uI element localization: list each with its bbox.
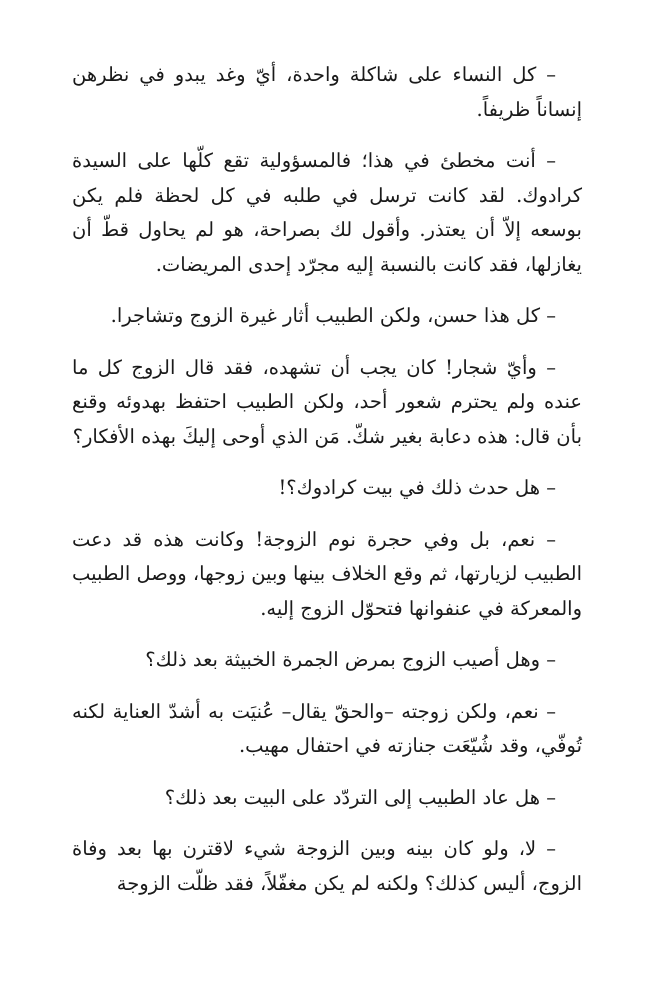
dialogue-paragraph: – نعم، بل وفي حجرة نوم الزوجة! وكانت هذه قد دعت الطبيب لزيارتها، ثم وقع الخلاف بينها وبين زوجها، ووصل الطبيب والمعركة في عنفوانها فتحوّل الزوج إليه. (72, 527, 582, 620)
dialogue-paragraph: – هل عاد الطبيب إلى التردّد على البيت بعد ذلك؟ (164, 785, 556, 809)
dialogue-paragraph: – كل النساء على شاكلة واحدة، أيّ وغد يبدو في نظرهن إنساناً ظريفاً. (72, 63, 582, 121)
dialogue-paragraph: – هل حدث ذلك في بيت كرادوك؟! (278, 476, 556, 499)
dialogue-paragraph: – وأيّ شجار! كان يجب أن تشهده، فقد قال الزوج كل ما عنده ولم يحترم شعور أحد، ولكن الطبيب احتفظ بهدوئه وقنع بأن قال: هذه دعابة بغير شكّ. مَن الذي أوحى إليكَ بهذه الأفكار؟ (72, 355, 582, 448)
dialogue-paragraph: – وهل أصيب الزوج بمرض الجمرة الخبيثة بعد ذلك؟ (145, 648, 556, 671)
dialogue-paragraph: – نعم، ولكن زوجته –والحقّ يقال– عُنيَت به أشدّ العناية لكنه تُوفّي، وقد شُيّعَت جنازته في احتفال مهيب. (72, 699, 582, 757)
dialogue-paragraph: – أنت مخطئ في هذا؛ فالمسؤولية تقع كلّها على السيدة كرادوك. لقد كانت ترسل في طلبه في كل لحظة فلم يكن بوسعه إلاّ أن يعتذر. وأقول لك بصراحة، هو لم يحاول قطّ أن يغازلها، فقد كانت بالنسبة إليه مجرّد إحدى المريضات. (72, 149, 582, 276)
book-page (72, 58, 582, 918)
dialogue-paragraph: – كل هذا حسن، ولكن الطبيب أثار غيرة الزوج وتشاجرا. (110, 304, 556, 327)
dialogue-paragraph: – لا، ولو كان بينه وبين الزوجة شيء لاقترن بها بعد وفاة الزوج، أليس كذلك؟ ولكنه لم يكن مغفّلاً، فقد ظلّت الزوجة (72, 837, 582, 895)
